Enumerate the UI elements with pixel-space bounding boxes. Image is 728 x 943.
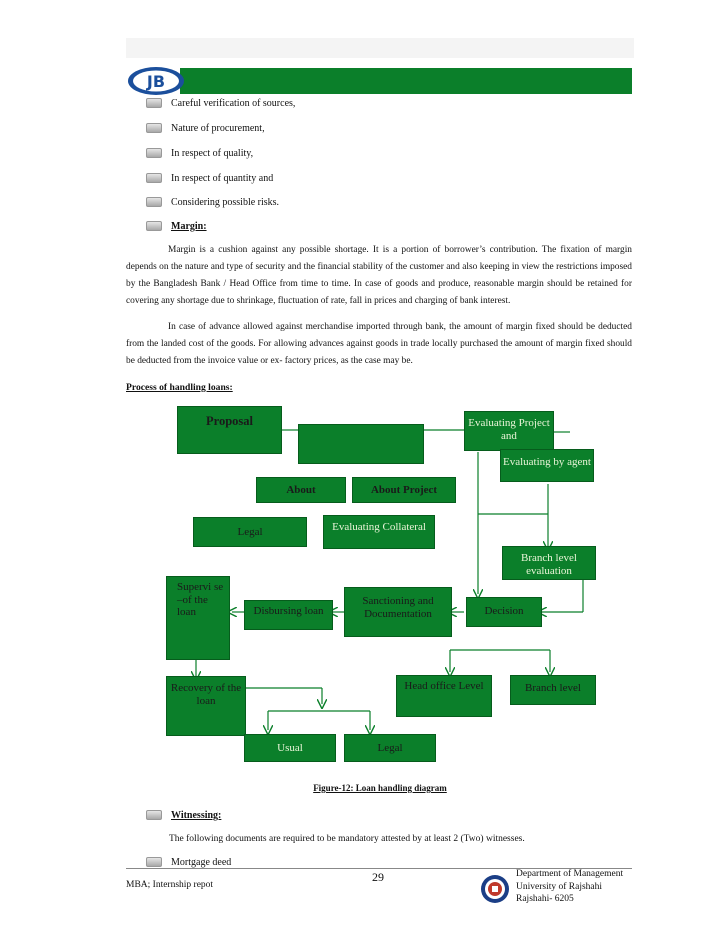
bullet-item: In respect of quantity and	[146, 173, 273, 184]
recovery-box: Recovery of the loan	[166, 676, 246, 736]
process-heading: Process of handling loans:	[126, 382, 233, 393]
about-project-box: About Project	[352, 477, 456, 503]
margin-paragraph-2: In case of advance allowed against merchandise imported through bank, the amount of margin fixed should be deducted from the landed cost of the goods. For allowing advances against goods in trade locally purchased the amount of margin fixed should be deducted from the invoice value or ex- factory prices, as the case may be.	[126, 322, 632, 366]
footer-department: Department of Management	[516, 869, 624, 879]
legal-top-box: Legal	[193, 517, 307, 547]
head-office-box: Head office Level	[396, 675, 492, 717]
margin-heading: Margin:	[171, 221, 207, 232]
bullet-item: Considering possible risks.	[146, 197, 279, 208]
footer-left: MBA; Internship repot	[126, 880, 214, 890]
proposal-box: Proposal	[177, 406, 282, 454]
bullet-item: Careful verification of sources,	[146, 98, 295, 109]
footer-right	[516, 868, 623, 906]
page-number: 29	[372, 870, 384, 884]
usual-box: Usual	[244, 734, 336, 762]
bullet-item: In respect of quality,	[146, 148, 253, 159]
figure-caption: Figure-12: Loan handling diagram	[313, 783, 447, 793]
margin-paragraph-1: Margin is a cushion against any possible shortage. It is a portion of borrower’s contribution. The fixation of margin depends on the nature and type of security and the financial stability of the customer and also keeping in view the restrictions imposed by the Bangladesh Bank / Head Office from time to time. In case of goods and produce, reasonable margin should be retained for covering any shortage due to shrinkage, fluctuation of rate, fall in prices and charging of bank interest.	[126, 245, 632, 306]
about-box: About	[256, 477, 346, 503]
branch-level-eval-box: Branch level evaluation	[502, 546, 596, 580]
evaluating-collateral-box: Evaluating Collateral	[323, 515, 435, 549]
decision-box: Decision	[466, 597, 542, 627]
mortgage-item: Mortgage deed	[146, 857, 231, 868]
sanctioning-box: Sanctioning and Documentation	[344, 587, 452, 637]
evaluating-agent-box: Evaluating by agent	[500, 449, 594, 482]
bullet-item: Nature of procurement,	[146, 123, 265, 134]
witnessing-text: The following documents are required to be mandatory attested by at least 2 (Two) witnesses.	[169, 834, 525, 844]
witnessing-heading-item	[146, 810, 221, 821]
branch-level-box: Branch level	[510, 675, 596, 705]
bullet-icon	[146, 810, 162, 820]
disbursing-box: Disbursing loan	[244, 600, 333, 630]
footer-city: Rajshahi- 6205	[516, 894, 574, 904]
bullet-icon	[146, 857, 162, 867]
footer-university: University of Rajshahi	[516, 881, 603, 892]
center-box	[298, 424, 424, 464]
evaluating-project-box: Evaluating Project and	[464, 411, 554, 451]
witnessing-heading: Witnessing:	[171, 810, 222, 821]
supervise-box: Supervi se –of the loan	[166, 576, 230, 660]
legal-bottom-box: Legal	[344, 734, 436, 762]
svg-text:JB: JB	[146, 72, 166, 91]
university-logo-icon	[480, 874, 510, 904]
